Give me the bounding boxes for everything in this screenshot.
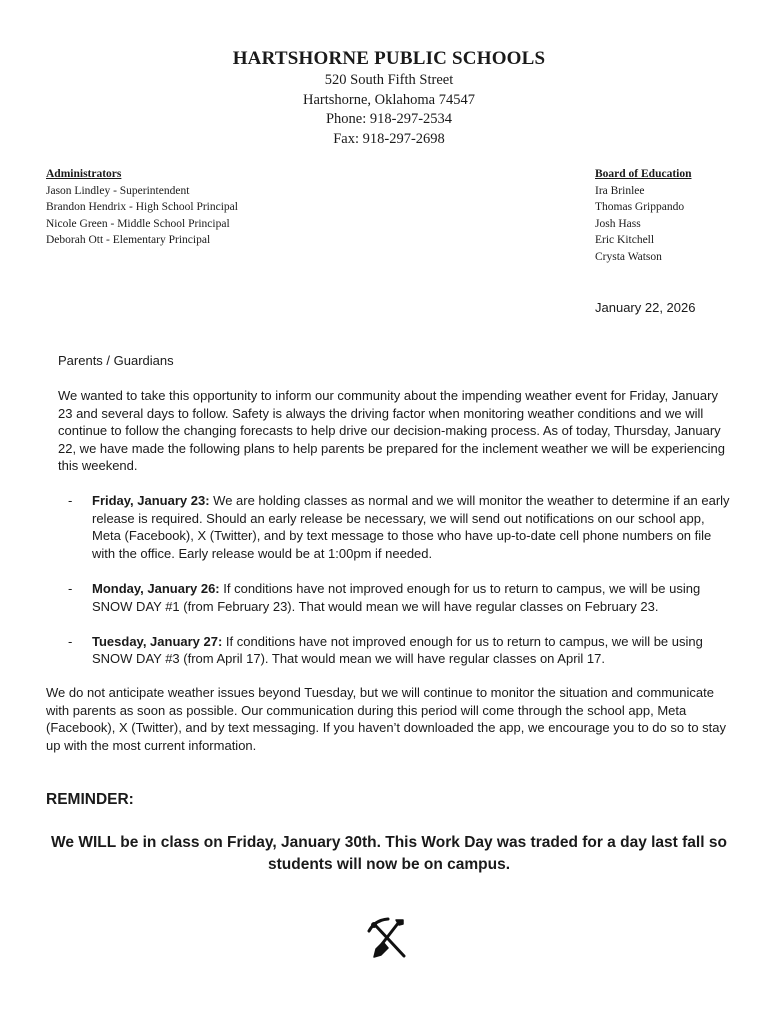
bullet-dash: - xyxy=(68,633,73,649)
intro-paragraph: We wanted to take this opportunity to inform our community about the impending weather event for Friday, January 23 and several days to follow. Safety is always the driving factor when monitoring weather conditions and we will continue to follow the changing forecasts to help drive our decision-making process. As of today, Thursday, January 22, we have made the following plans to help parents be prepared for the inclement weather we will be experiencing this weekend. xyxy=(58,388,726,474)
board-of-education-list xyxy=(595,166,692,266)
plan-item-body xyxy=(92,492,730,562)
closing-paragraph: We do not anticipate weather issues beyond Tuesday, but we will continue to monitor the situation and communicate with parents as soon as possible. Our communication during this period will come through the school app, Meta (Facebook), X (Twitter), and by text messaging. If you haven’t downloaded the app, we encourage you to do so to stay up with the most current information. xyxy=(46,685,726,753)
board-member: Ira Brinlee xyxy=(595,184,645,197)
board-member: Josh Hass xyxy=(595,217,641,230)
board-member: Eric Kitchell xyxy=(595,234,655,247)
plan-item-monday xyxy=(58,580,730,615)
reminder-heading: REMINDER: xyxy=(46,791,134,808)
bullet-dash: - xyxy=(68,580,73,596)
administrators-heading: Administrators xyxy=(46,168,122,180)
city-state: Hartshorne, Oklahoma 74547 xyxy=(303,91,475,108)
salutation: Parents / Guardians xyxy=(58,353,174,368)
plan-item-title: Friday, January 23: xyxy=(92,493,210,508)
administrator-item: Nicole Green - Middle School Principal xyxy=(46,217,230,230)
plan-item-text: If conditions have not improved enough for us to return to campus, we will be using SNOW DAY #3 (from April 17). That would mean we will have regular classes on April 17. xyxy=(92,633,703,667)
board-heading: Board of Education xyxy=(595,168,692,180)
letterhead xyxy=(0,47,778,149)
administrator-item: Jason Lindley - Superintendent xyxy=(46,184,190,197)
bullet-dash: - xyxy=(68,493,73,508)
school-name: HARTSHORNE PUBLIC SCHOOLS xyxy=(232,48,546,69)
board-member: Crysta Watson xyxy=(595,250,662,263)
plan-item-text: If conditions have not improved enough for us to return to campus, we will be using SNOW DAY #1 (from February 23). That would mean we will have regular classes on February 23. xyxy=(92,580,701,614)
plan-item-body xyxy=(92,633,730,668)
board-member: Thomas Grippando xyxy=(595,201,685,214)
phone-number: Phone: 918-297-2534 xyxy=(325,111,453,127)
reminder-body: We WILL be in class on Friday, January 30th. This Work Day was traded for a day last fall so students will now be on campus. xyxy=(51,834,727,873)
crossed-pick-and-shovel-icon xyxy=(366,916,412,962)
plan-item-friday xyxy=(58,492,730,562)
administrators-list xyxy=(46,166,238,249)
plan-item-body xyxy=(92,580,730,615)
administrator-item: Brandon Hendrix - High School Principal xyxy=(46,201,238,214)
plan-item-title: Monday, January 26: xyxy=(92,580,220,596)
letter-date: January 22, 2026 xyxy=(595,300,696,315)
plan-list xyxy=(58,492,730,668)
fax-number: Fax: 918-297-2698 xyxy=(333,130,445,147)
plan-item-text: We are holding classes as normal and we will monitor the weather to determine if an early release is required. Should an early release be necessary, we will send out notifications on our school app, Meta (Facebook), X (Twitter), and by text message to those who have up-to-date cell phone numbers on file with the office. Early release would be at 1:00pm if needed. xyxy=(92,493,730,561)
street-address: 520 South Fifth Street xyxy=(324,72,454,88)
plan-item-title: Tuesday, January 27: xyxy=(92,633,223,649)
administrator-item: Deborah Ott - Elementary Principal xyxy=(46,234,211,247)
plan-item-tuesday xyxy=(58,633,730,668)
